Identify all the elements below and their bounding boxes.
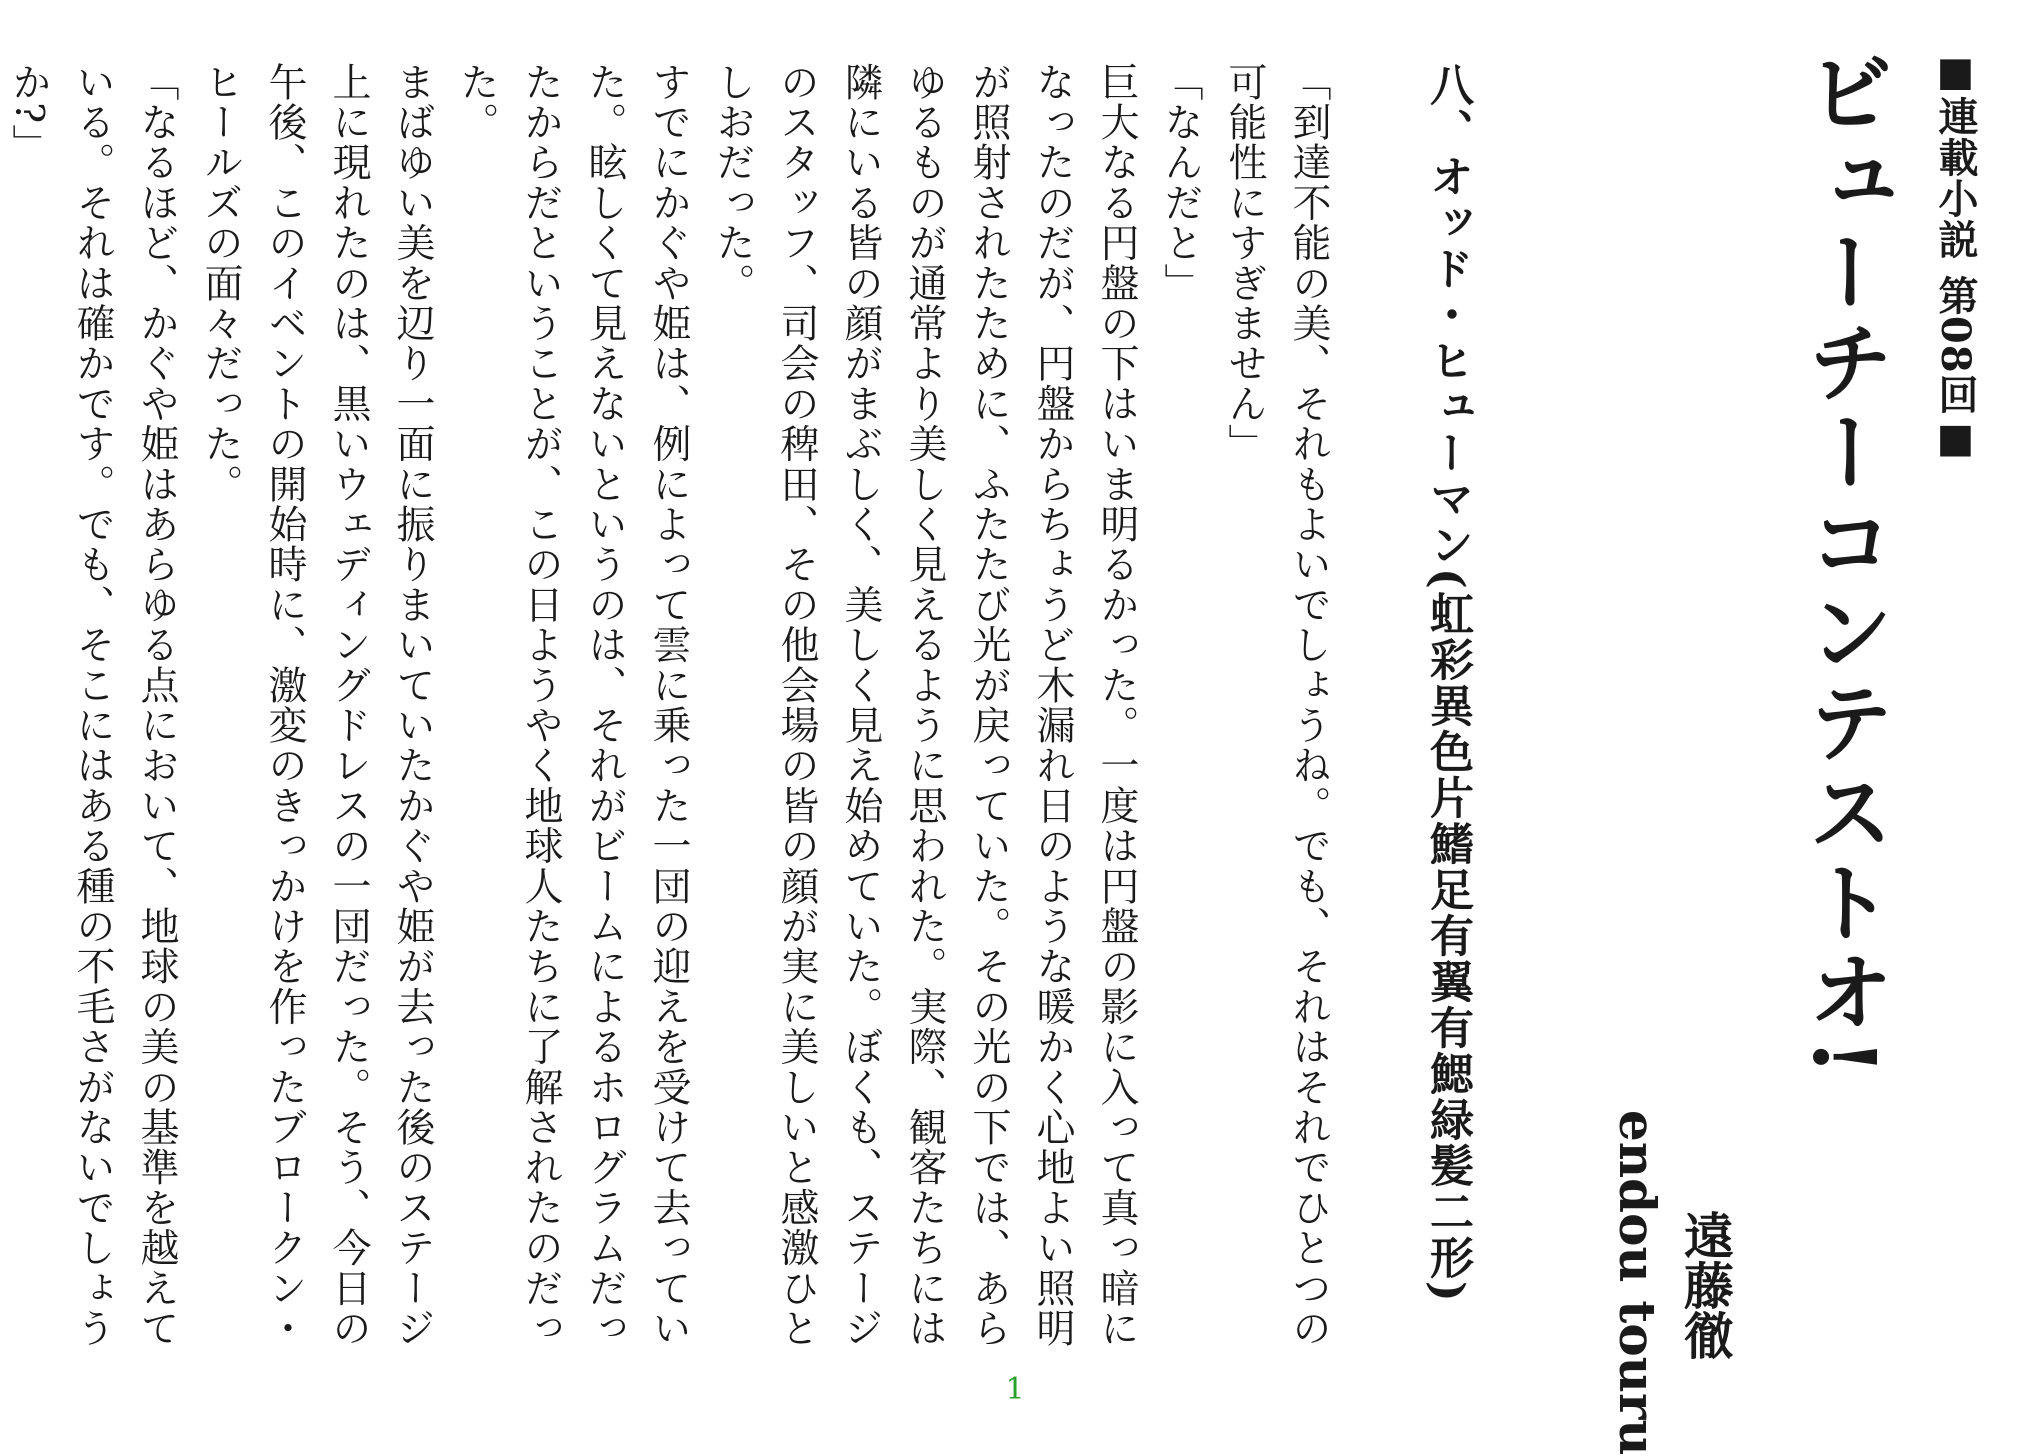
author-name-romaji: endou touru — [1608, 1110, 1667, 1456]
story-title: ビューチーコンテストオ! — [1793, 48, 1894, 1080]
paragraph: 「到達不能の美、それもよいでしょうね。でも、それはそれでひとつの可能性にすぎません」 — [1222, 62, 1331, 1349]
series-label: ■連載小説 第08回■ — [1932, 48, 1979, 463]
paragraph: すでにかぐや姫は、例によって雲に乗った一団の迎えを受けて去っていた。眩しくて見えないというのは、それがビームによるホログラムだったからだということが、この日ようやく地球人たちに了解されたのだった。 — [454, 62, 691, 1349]
paragraph: 「なんだと」 — [1158, 62, 1203, 304]
body-text — [6, 62, 1340, 1372]
chapter-heading: 八、オッド・ヒューマン(虹彩異色片鰭足有翼有鰓緑髪二形) — [1422, 62, 1473, 1304]
paragraph: 巨大なる円盤の下はいま明るかった。一度は円盤の影に入って真っ暗になったのだが、円盤からちょうど木漏れ日のような暖かく心地よい照明が照射されたために、ふたたび光が戻っていた。その光の下では、あらゆるものが通常より美しく見えるように思われた。実際、観客たちには隣にいる皆の顔がまぶしく、美しく見え始めていた。ぼくも、ステージのスタッフ、司会の稗田、その他会場の皆の顔が実に美しいと感激ひとしおだった。 — [710, 62, 1139, 1349]
paragraph: まばゆい美を辺り一面に振りまいていたかぐや姫が去った後のステージ上に現れたのは、黒いウェディングドレスの一団だった。そう、今日の午後、このイベントの開始時に、激変のきっかけを作ったブロークン・ヒールズの面々だった。 — [198, 62, 435, 1349]
author-name-japanese: 遠藤徹 — [1676, 1210, 1735, 1360]
paragraph: 「なるほど、かぐや姫はあらゆる点において、地球の美の基準を越えている。それは確かです。でも、そこにはある種の不毛さがないでしょうか?」 — [6, 62, 179, 1349]
page-number: 1 — [1005, 1372, 1025, 1407]
